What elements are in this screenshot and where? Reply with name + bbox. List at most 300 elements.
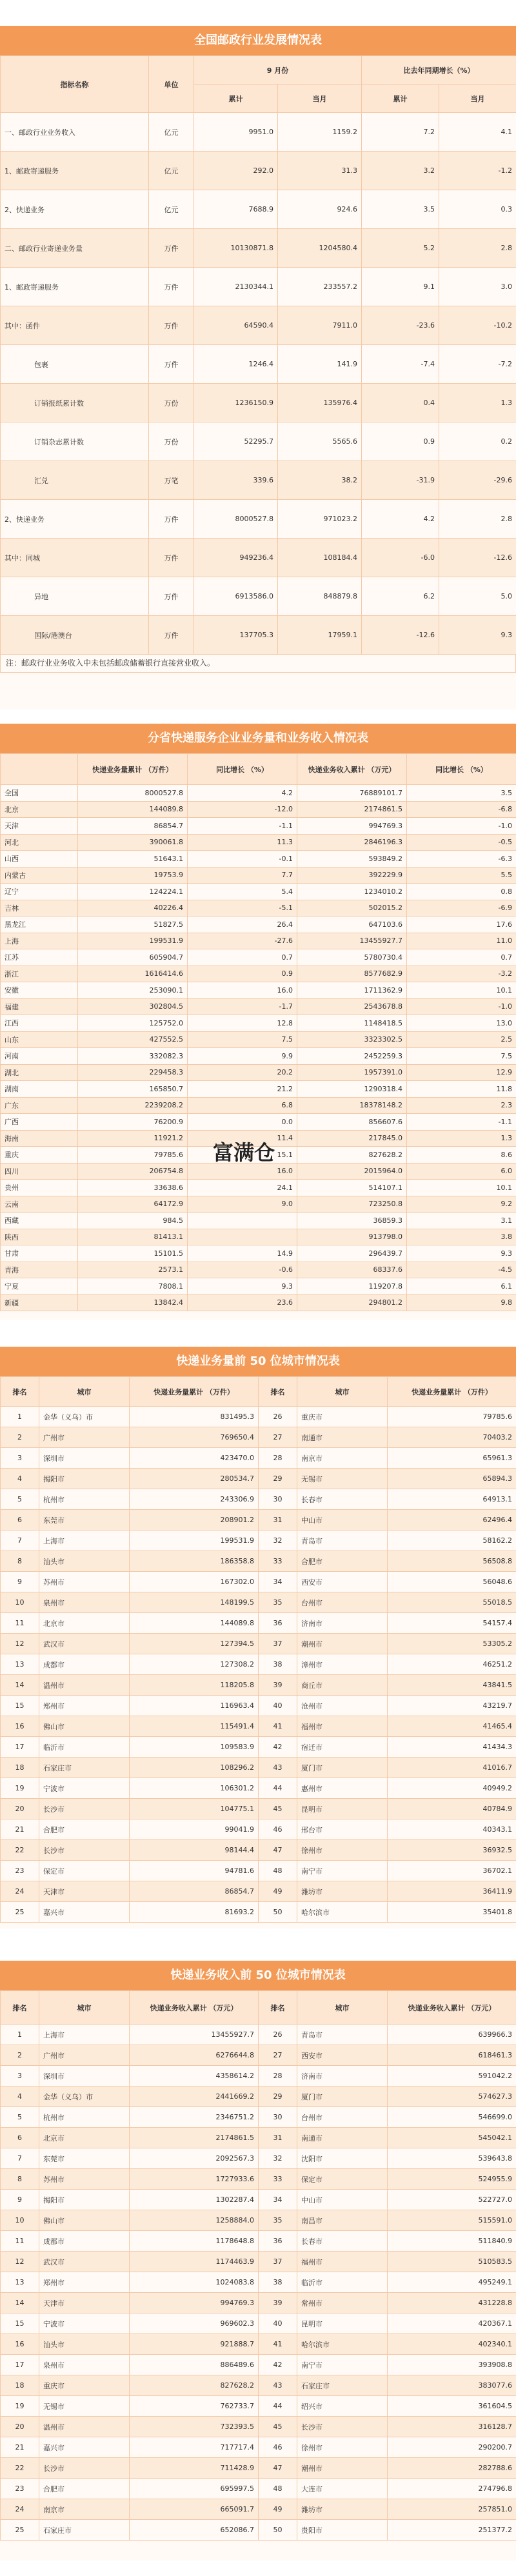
rank-cell: 9 xyxy=(1,1572,39,1592)
rank-cell: 42 xyxy=(259,2355,297,2375)
table-row xyxy=(1,1427,516,1448)
value-cell: 591042.2 xyxy=(388,2066,516,2086)
indicator-name: 1、邮政寄递服务 xyxy=(1,152,149,190)
cumulative-cell: 292.0 xyxy=(194,152,278,190)
rank-cell: 24 xyxy=(1,1881,39,1902)
value-cell: 717717.4 xyxy=(130,2437,259,2458)
city-cell: 惠州市 xyxy=(297,1778,388,1799)
value-cell: 257851.0 xyxy=(388,2499,516,2520)
table-row xyxy=(1,1634,516,1654)
table-row xyxy=(1,2169,516,2190)
indicator-name: 1、邮政寄递服务 xyxy=(1,268,149,306)
province-cell: 全国 xyxy=(1,785,78,802)
table-row xyxy=(1,2066,516,2086)
revenue-cell: 76889101.7 xyxy=(297,785,407,802)
value-cell: 106301.2 xyxy=(130,1778,259,1799)
volume-growth-cell: 4.2 xyxy=(188,785,297,802)
revenue-cell: 994769.3 xyxy=(297,818,407,835)
revenue-cell: 13455927.7 xyxy=(297,933,407,949)
value-cell: 316128.7 xyxy=(388,2417,516,2437)
unit-cell: 万件 xyxy=(149,229,194,268)
unit-cell: 万笔 xyxy=(149,461,194,500)
cumulative-cell: 949236.4 xyxy=(194,539,278,577)
revenue-cell: 294801.2 xyxy=(297,1294,407,1311)
rank-cell: 37 xyxy=(259,2252,297,2272)
rank-cell: 47 xyxy=(259,2458,297,2479)
city-cell: 临沂市 xyxy=(297,2272,388,2293)
table-row xyxy=(1,2210,516,2231)
postal-overview-table xyxy=(0,55,516,655)
unit-cell: 万份 xyxy=(149,422,194,461)
city-cell: 南京市 xyxy=(297,1448,388,1469)
city-cell: 徐州市 xyxy=(297,1840,388,1861)
header-month-growth: 当月 xyxy=(439,84,516,113)
cumulative-growth-cell: 7.2 xyxy=(362,113,439,152)
revenue-cell: 2543678.8 xyxy=(297,998,407,1015)
revenue-growth-cell: -1.0 xyxy=(407,998,516,1015)
value-cell: 769650.4 xyxy=(130,1427,259,1448)
value-cell: 13455927.7 xyxy=(130,2025,259,2045)
rank-cell: 9 xyxy=(1,2190,39,2210)
city-cell: 苏州市 xyxy=(39,1572,130,1592)
value-cell: 546699.0 xyxy=(388,2107,516,2128)
month-cell: 1159.2 xyxy=(278,113,362,152)
table-row xyxy=(1,1196,516,1213)
cumulative-cell: 137705.3 xyxy=(194,616,278,655)
revenue-cell: 36859.3 xyxy=(297,1213,407,1229)
volume-cell: 427552.5 xyxy=(78,1031,188,1048)
header-month: 当月 xyxy=(278,84,362,113)
rank-cell: 5 xyxy=(1,1489,39,1510)
cumulative-cell: 9951.0 xyxy=(194,113,278,152)
value-cell: 2441669.2 xyxy=(130,2086,259,2107)
rank-cell: 21 xyxy=(1,2437,39,2458)
table-row xyxy=(1,916,516,933)
month-growth-cell: -29.6 xyxy=(439,461,516,500)
rank-cell: 31 xyxy=(259,1510,297,1531)
cumulative-growth-cell: -31.9 xyxy=(362,461,439,500)
revenue-growth-cell: -6.8 xyxy=(407,801,516,818)
table-row xyxy=(1,933,516,949)
province-cell: 福建 xyxy=(1,998,78,1015)
province-cell: 海南 xyxy=(1,1130,78,1147)
column-header: 城市 xyxy=(39,1991,130,2025)
volume-cell: 15101.5 xyxy=(78,1245,188,1262)
volume-cell: 199531.9 xyxy=(78,933,188,949)
cumulative-growth-cell: 3.2 xyxy=(362,152,439,190)
revenue-cell: 1957391.0 xyxy=(297,1064,407,1081)
table-row xyxy=(1,1696,516,1716)
month-growth-cell: -7.2 xyxy=(439,345,516,384)
city-cell: 徐州市 xyxy=(297,2437,388,2458)
rank-cell: 7 xyxy=(1,2148,39,2169)
table-row xyxy=(1,1778,516,1799)
rank-cell: 12 xyxy=(1,1634,39,1654)
table-row xyxy=(1,867,516,884)
table-row xyxy=(1,2190,516,2210)
city-cell: 青岛市 xyxy=(297,2025,388,2045)
revenue-growth-cell: 12.9 xyxy=(407,1064,516,1081)
revenue-growth-cell: -6.9 xyxy=(407,900,516,916)
value-cell: 515591.0 xyxy=(388,2210,516,2231)
table-row xyxy=(1,2437,516,2458)
table-row xyxy=(1,1015,516,1032)
rank-cell: 11 xyxy=(1,1613,39,1634)
rank-cell: 19 xyxy=(1,2396,39,2417)
cumulative-growth-cell: -7.4 xyxy=(362,345,439,384)
value-cell: 831495.3 xyxy=(130,1407,259,1427)
volume-cell: 11921.2 xyxy=(78,1130,188,1147)
rank-cell: 48 xyxy=(259,2479,297,2499)
revenue-growth-cell: 0.7 xyxy=(407,949,516,966)
province-cell: 内蒙古 xyxy=(1,867,78,884)
column-header: 同比增长 （%） xyxy=(407,754,516,785)
value-cell: 402340.1 xyxy=(388,2334,516,2355)
rank-cell: 3 xyxy=(1,2066,39,2086)
value-cell: 1024083.8 xyxy=(130,2272,259,2293)
value-cell: 280534.7 xyxy=(130,1469,259,1489)
column-header: 排名 xyxy=(1,1377,39,1407)
volume-growth-cell: 21.2 xyxy=(188,1081,297,1098)
volume-cell: 81413.1 xyxy=(78,1229,188,1245)
table-row xyxy=(1,1448,516,1469)
revenue-cell: 1234010.2 xyxy=(297,884,407,900)
table-row xyxy=(1,306,516,345)
volume-growth-cell: 0.9 xyxy=(188,966,297,982)
volume-cell: 2573.1 xyxy=(78,1262,188,1278)
revenue-cell: 2174861.5 xyxy=(297,801,407,818)
revenue-growth-cell: -6.3 xyxy=(407,851,516,867)
city-cell: 泉州市 xyxy=(39,1592,130,1613)
watermark: 富满仓 xyxy=(213,1140,275,1165)
revenue-growth-cell: 3.8 xyxy=(407,1229,516,1245)
value-cell: 665091.7 xyxy=(130,2499,259,2520)
value-cell: 108296.2 xyxy=(130,1758,259,1778)
revenue-growth-cell: 2.5 xyxy=(407,1031,516,1048)
city-cell: 青岛市 xyxy=(297,1531,388,1551)
rank-cell: 22 xyxy=(1,2458,39,2479)
rank-cell: 29 xyxy=(259,2086,297,2107)
table-row xyxy=(1,966,516,982)
rank-cell: 23 xyxy=(1,1861,39,1881)
revenue-cell: 647103.6 xyxy=(297,916,407,933)
city-cell: 长春市 xyxy=(297,1489,388,1510)
city-cell: 漳州市 xyxy=(297,1654,388,1675)
table-row xyxy=(1,1469,516,1489)
table-row xyxy=(1,1675,516,1696)
city-cell: 东莞市 xyxy=(39,1510,130,1531)
table-row xyxy=(1,2025,516,2045)
value-cell: 732393.5 xyxy=(130,2417,259,2437)
revenue-growth-cell: 8.6 xyxy=(407,1147,516,1164)
volume-growth-cell: 0.0 xyxy=(188,1114,297,1131)
table-row xyxy=(1,2417,516,2437)
rank-cell: 49 xyxy=(259,1881,297,1902)
cumulative-cell: 8000527.8 xyxy=(194,500,278,539)
value-cell: 54157.4 xyxy=(388,1613,516,1634)
province-cell: 四川 xyxy=(1,1163,78,1180)
table-row xyxy=(1,900,516,916)
value-cell: 762733.7 xyxy=(130,2396,259,2417)
table-row xyxy=(1,2293,516,2313)
column-header: 快递业务收入累计 （万元） xyxy=(388,1991,516,2025)
rank-cell: 41 xyxy=(259,1716,297,1737)
revenue-cell: 68337.6 xyxy=(297,1262,407,1278)
table-row xyxy=(1,2045,516,2066)
province-cell: 广西 xyxy=(1,1114,78,1131)
cumulative-growth-cell: 6.2 xyxy=(362,577,439,616)
rank-cell: 45 xyxy=(259,2417,297,2437)
table-row xyxy=(1,2355,516,2375)
volume-growth-cell: 12.8 xyxy=(188,1015,297,1032)
cumulative-cell: 7688.9 xyxy=(194,190,278,229)
value-cell: 495249.1 xyxy=(388,2272,516,2293)
city-cell: 绍兴市 xyxy=(297,2396,388,2417)
table-row xyxy=(1,1081,516,1098)
volume-cell: 125752.0 xyxy=(78,1015,188,1032)
rank-cell: 4 xyxy=(1,1469,39,1489)
value-cell: 144089.8 xyxy=(130,1613,259,1634)
value-cell: 274796.8 xyxy=(388,2479,516,2499)
header-name: 指标名称 xyxy=(1,56,149,113)
value-cell: 94781.6 xyxy=(130,1861,259,1881)
month-cell: 5565.6 xyxy=(278,422,362,461)
volume-growth-cell: 5.4 xyxy=(188,884,297,900)
cumulative-cell: 52295.7 xyxy=(194,422,278,461)
table-row xyxy=(1,1114,516,1131)
volume-cell: 33638.6 xyxy=(78,1180,188,1196)
indicator-name: 订销报纸累计数 xyxy=(1,384,149,422)
value-cell: 2174861.5 xyxy=(130,2128,259,2148)
rank-cell: 15 xyxy=(1,2313,39,2334)
city-cell: 福州市 xyxy=(297,2252,388,2272)
revenue-cell: 1290318.4 xyxy=(297,1081,407,1098)
city-cell: 南京市 xyxy=(39,2499,130,2520)
revenue-cell: 2846196.3 xyxy=(297,834,407,851)
rank-cell: 36 xyxy=(259,2231,297,2252)
value-cell: 43219.7 xyxy=(388,1696,516,1716)
city-cell: 佛山市 xyxy=(39,1716,130,1737)
province-cell: 甘肃 xyxy=(1,1245,78,1262)
city-cell: 南通市 xyxy=(297,2128,388,2148)
rank-cell: 12 xyxy=(1,2252,39,2272)
value-cell: 41434.3 xyxy=(388,1737,516,1758)
rank-cell: 1 xyxy=(1,1407,39,1427)
volume-growth-cell: 20.2 xyxy=(188,1064,297,1081)
rank-cell: 4 xyxy=(1,2086,39,2107)
rank-cell: 50 xyxy=(259,1902,297,1923)
volume-growth-cell: 16.0 xyxy=(188,1163,297,1180)
rank-cell: 42 xyxy=(259,1737,297,1758)
rank-cell: 36 xyxy=(259,1613,297,1634)
rank-cell: 46 xyxy=(259,1819,297,1840)
city-cell: 郑州市 xyxy=(39,2272,130,2293)
city-cell: 昆明市 xyxy=(297,1799,388,1819)
value-cell: 118205.8 xyxy=(130,1675,259,1696)
city-cell: 武汉市 xyxy=(39,2252,130,2272)
value-cell: 290200.7 xyxy=(388,2437,516,2458)
volume-cell: 51643.1 xyxy=(78,851,188,867)
month-growth-cell: 0.2 xyxy=(439,422,516,461)
cumulative-growth-cell: 0.4 xyxy=(362,384,439,422)
volume-cell: 51827.5 xyxy=(78,916,188,933)
rank-cell: 44 xyxy=(259,1778,297,1799)
month-cell: 135976.4 xyxy=(278,384,362,422)
revenue-growth-cell: 0.8 xyxy=(407,884,516,900)
table-row xyxy=(1,1510,516,1531)
city-cell: 长沙市 xyxy=(39,1840,130,1861)
rank-cell: 21 xyxy=(1,1819,39,1840)
rank-cell: 32 xyxy=(259,2148,297,2169)
month-growth-cell: 2.8 xyxy=(439,500,516,539)
unit-cell: 万件 xyxy=(149,268,194,306)
table-row xyxy=(1,1716,516,1737)
rank-cell: 14 xyxy=(1,2293,39,2313)
city-cell: 长沙市 xyxy=(39,1799,130,1819)
table-row xyxy=(1,229,516,268)
volume-growth-cell: 7.7 xyxy=(188,867,297,884)
header-sept: 9 月份 xyxy=(194,56,362,84)
value-cell: 423470.0 xyxy=(130,1448,259,1469)
rank-cell: 49 xyxy=(259,2499,297,2520)
value-cell: 36702.1 xyxy=(388,1861,516,1881)
value-cell: 208901.2 xyxy=(130,1510,259,1531)
volume-growth-cell: 9.0 xyxy=(188,1196,297,1213)
value-cell: 56508.8 xyxy=(388,1551,516,1572)
revenue-growth-cell: 10.1 xyxy=(407,1180,516,1196)
table-row xyxy=(1,577,516,616)
cumulative-growth-cell: -12.6 xyxy=(362,616,439,655)
unit-cell: 亿元 xyxy=(149,152,194,190)
revenue-growth-cell: 6.1 xyxy=(407,1278,516,1295)
revenue-cell: 1711362.9 xyxy=(297,982,407,999)
volume-growth-cell: 16.0 xyxy=(188,982,297,999)
revenue-cell: 913798.0 xyxy=(297,1229,407,1245)
value-cell: 64913.1 xyxy=(388,1489,516,1510)
month-cell: 1204580.4 xyxy=(278,229,362,268)
rank-cell: 34 xyxy=(259,2190,297,2210)
panel-volume-top50 xyxy=(0,1347,516,1928)
table-row xyxy=(1,500,516,539)
revenue-growth-cell: 3.1 xyxy=(407,1213,516,1229)
value-cell: 109583.9 xyxy=(130,1737,259,1758)
rank-cell: 6 xyxy=(1,1510,39,1531)
panel-title: 快递业务收入前 50 位城市情况表 xyxy=(0,1961,516,1990)
province-cell: 河南 xyxy=(1,1048,78,1065)
value-cell: 127394.5 xyxy=(130,1634,259,1654)
rank-cell: 26 xyxy=(259,1407,297,1427)
value-cell: 618461.3 xyxy=(388,2045,516,2066)
rank-cell: 32 xyxy=(259,1531,297,1551)
cumulative-growth-cell: 5.2 xyxy=(362,229,439,268)
rank-cell: 18 xyxy=(1,1758,39,1778)
province-cell: 陕西 xyxy=(1,1229,78,1245)
revenue-cell: 5780730.4 xyxy=(297,949,407,966)
rank-cell: 34 xyxy=(259,1572,297,1592)
city-cell: 杭州市 xyxy=(39,2107,130,2128)
table-row xyxy=(1,2313,516,2334)
volume-growth-cell: 11.4 xyxy=(188,1130,297,1147)
table-row xyxy=(1,422,516,461)
revenue-growth-cell: -1.1 xyxy=(407,1114,516,1131)
volume-cell: 206754.8 xyxy=(78,1163,188,1180)
rank-cell: 7 xyxy=(1,1531,39,1551)
volume-cell: 253090.1 xyxy=(78,982,188,999)
column-header xyxy=(1,754,78,785)
unit-cell: 万件 xyxy=(149,306,194,345)
value-cell: 56048.6 xyxy=(388,1572,516,1592)
volume-growth-cell: -27.6 xyxy=(188,933,297,949)
table-row xyxy=(1,1262,516,1278)
table-row xyxy=(1,1881,516,1902)
province-cell: 贵州 xyxy=(1,1180,78,1196)
volume-cell: 19753.9 xyxy=(78,867,188,884)
rank-cell: 5 xyxy=(1,2107,39,2128)
revenue-cell: 593849.2 xyxy=(297,851,407,867)
table-row xyxy=(1,1861,516,1881)
city-cell: 保定市 xyxy=(39,1861,130,1881)
city-cell: 邢台市 xyxy=(297,1819,388,1840)
volume-growth-cell: 23.6 xyxy=(188,1294,297,1311)
table-row xyxy=(1,998,516,1015)
rank-cell: 27 xyxy=(259,1427,297,1448)
header-cumulative-growth: 累计 xyxy=(362,84,439,113)
table-row xyxy=(1,1180,516,1196)
value-cell: 969602.3 xyxy=(130,2313,259,2334)
value-cell: 282788.6 xyxy=(388,2458,516,2479)
rank-cell: 18 xyxy=(1,2375,39,2396)
indicator-name: 包裹 xyxy=(1,345,149,384)
unit-cell: 亿元 xyxy=(149,113,194,152)
value-cell: 827628.2 xyxy=(130,2375,259,2396)
table-row xyxy=(1,1213,516,1229)
city-cell: 上海市 xyxy=(39,2025,130,2045)
city-cell: 石家庄市 xyxy=(39,1758,130,1778)
table-row xyxy=(1,1229,516,1245)
city-cell: 温州市 xyxy=(39,2417,130,2437)
city-cell: 台州市 xyxy=(297,1592,388,1613)
table-row xyxy=(1,2252,516,2272)
revenue-growth-cell: 9.8 xyxy=(407,1294,516,1311)
value-cell: 65894.3 xyxy=(388,1469,516,1489)
cumulative-cell: 6913586.0 xyxy=(194,577,278,616)
rank-cell: 43 xyxy=(259,2375,297,2396)
revenue-growth-cell: 3.5 xyxy=(407,785,516,802)
city-cell: 哈尔滨市 xyxy=(297,2334,388,2355)
revenue-top50-table xyxy=(0,1990,516,2541)
province-cell: 云南 xyxy=(1,1196,78,1213)
table-row xyxy=(1,152,516,190)
revenue-cell: 723250.8 xyxy=(297,1196,407,1213)
volume-cell: 13842.4 xyxy=(78,1294,188,1311)
revenue-growth-cell: 7.5 xyxy=(407,1048,516,1065)
cumulative-growth-cell: -23.6 xyxy=(362,306,439,345)
volume-cell: 79785.6 xyxy=(78,1147,188,1164)
city-cell: 北京市 xyxy=(39,2128,130,2148)
table-row xyxy=(1,2479,516,2499)
volume-growth-cell: 9.3 xyxy=(188,1278,297,1295)
volume-cell: 332082.3 xyxy=(78,1048,188,1065)
value-cell: 127308.2 xyxy=(130,1654,259,1675)
rank-cell: 27 xyxy=(259,2045,297,2066)
province-cell: 上海 xyxy=(1,933,78,949)
value-cell: 186358.8 xyxy=(130,1551,259,1572)
indicator-name: 2、快递业务 xyxy=(1,500,149,539)
volume-growth-cell: -1.7 xyxy=(188,998,297,1015)
column-header: 快递业务收入累计 （万元） xyxy=(130,1991,259,2025)
table-row xyxy=(1,1097,516,1114)
revenue-growth-cell: 5.5 xyxy=(407,867,516,884)
